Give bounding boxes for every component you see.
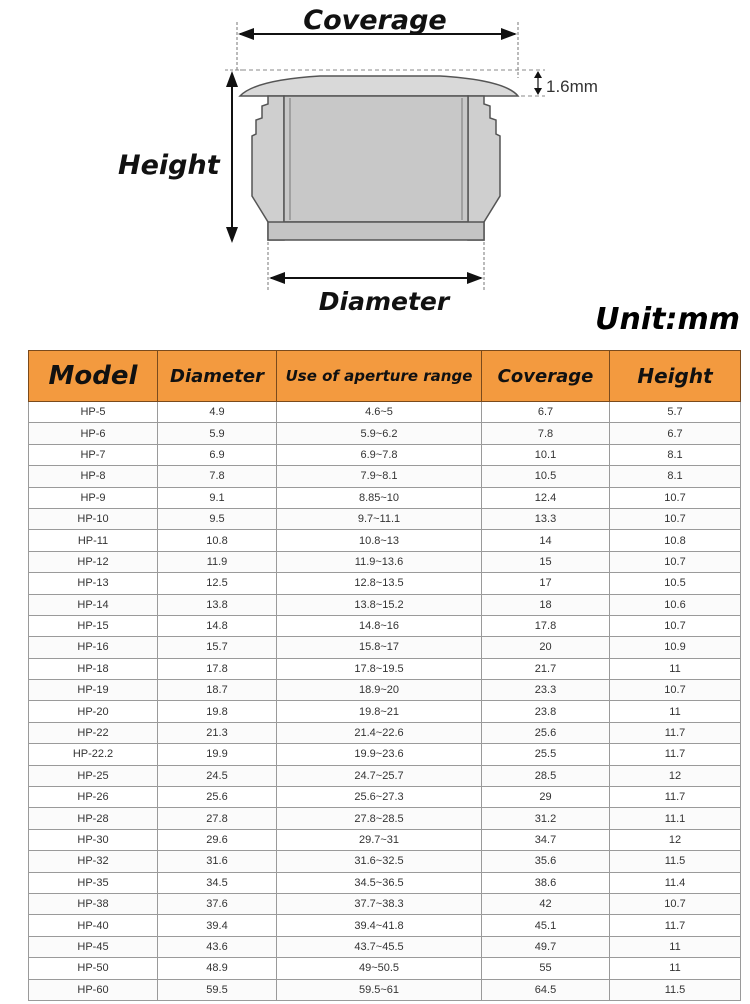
cell-coverage: 34.7: [482, 829, 610, 850]
cell-height: 10.7: [610, 893, 741, 914]
cell-diameter: 37.6: [158, 893, 277, 914]
cell-diameter: 5.9: [158, 423, 277, 444]
cell-height: 11: [610, 936, 741, 957]
cell-model: HP-18: [29, 658, 158, 679]
cell-height: 11: [610, 958, 741, 979]
cell-model: HP-10: [29, 508, 158, 529]
cell-aperture: 18.9~20: [277, 680, 482, 701]
header-height: Height: [610, 351, 741, 402]
cell-model: HP-7: [29, 444, 158, 465]
cell-height: 8.1: [610, 466, 741, 487]
cell-aperture: 37.7~38.3: [277, 893, 482, 914]
cell-coverage: 29: [482, 787, 610, 808]
cell-diameter: 18.7: [158, 680, 277, 701]
cell-coverage: 17: [482, 573, 610, 594]
cell-coverage: 38.6: [482, 872, 610, 893]
coverage-arrow-right: [501, 28, 517, 40]
cell-coverage: 28.5: [482, 765, 610, 786]
cell-model: HP-28: [29, 808, 158, 829]
cell-model: HP-25: [29, 765, 158, 786]
cell-coverage: 25.6: [482, 722, 610, 743]
cell-diameter: 10.8: [158, 530, 277, 551]
cell-coverage: 15: [482, 551, 610, 572]
cell-aperture: 10.8~13: [277, 530, 482, 551]
table-row: [29, 530, 741, 551]
cell-coverage: 12.4: [482, 487, 610, 508]
cell-aperture: 21.4~22.6: [277, 722, 482, 743]
cell-coverage: 10.5: [482, 466, 610, 487]
cell-height: 11.5: [610, 851, 741, 872]
cell-aperture: 6.9~7.8: [277, 444, 482, 465]
cell-model: HP-32: [29, 851, 158, 872]
plug-flange: [240, 76, 518, 96]
cell-coverage: 21.7: [482, 658, 610, 679]
header-model: Model: [29, 351, 158, 402]
coverage-label: Coverage: [303, 5, 447, 36]
height-arrow-bottom: [226, 227, 238, 243]
cell-coverage: 17.8: [482, 615, 610, 636]
cell-aperture: 39.4~41.8: [277, 915, 482, 936]
cell-height: 10.6: [610, 594, 741, 615]
flange-arrow-bottom: [534, 88, 542, 95]
cell-height: 8.1: [610, 444, 741, 465]
cell-model: HP-9: [29, 487, 158, 508]
plug-right-wall: [468, 96, 500, 240]
cell-model: HP-38: [29, 893, 158, 914]
cell-aperture: 9.7~11.1: [277, 508, 482, 529]
cell-aperture: 24.7~25.7: [277, 765, 482, 786]
cell-coverage: 45.1: [482, 915, 610, 936]
table-row: [29, 787, 741, 808]
table-row: [29, 722, 741, 743]
cell-height: 10.5: [610, 573, 741, 594]
cell-height: 10.8: [610, 530, 741, 551]
cell-diameter: 12.5: [158, 573, 277, 594]
cell-diameter: 11.9: [158, 551, 277, 572]
cell-height: 10.7: [610, 615, 741, 636]
cell-diameter: 21.3: [158, 722, 277, 743]
cell-coverage: 49.7: [482, 936, 610, 957]
cell-height: 11.7: [610, 722, 741, 743]
table-row: [29, 423, 741, 444]
cell-height: 11.7: [610, 787, 741, 808]
cell-coverage: 23.3: [482, 680, 610, 701]
table-row: [29, 872, 741, 893]
cell-coverage: 42: [482, 893, 610, 914]
plug-core: [284, 96, 468, 222]
cell-coverage: 13.3: [482, 508, 610, 529]
plug-base: [268, 222, 484, 240]
header-coverage: Coverage: [482, 351, 610, 402]
cell-height: 11.1: [610, 808, 741, 829]
flange-arrow-top: [534, 71, 542, 78]
cell-model: HP-20: [29, 701, 158, 722]
table-row: [29, 851, 741, 872]
cell-diameter: 17.8: [158, 658, 277, 679]
table-row: [29, 402, 741, 423]
cell-diameter: 39.4: [158, 915, 277, 936]
cell-aperture: 59.5~61: [277, 979, 482, 1000]
cell-model: HP-50: [29, 958, 158, 979]
cell-coverage: 10.1: [482, 444, 610, 465]
cell-diameter: 34.5: [158, 872, 277, 893]
cell-aperture: 15.8~17: [277, 637, 482, 658]
cell-height: 10.7: [610, 680, 741, 701]
cell-model: HP-16: [29, 637, 158, 658]
cell-model: HP-26: [29, 787, 158, 808]
cell-model: HP-45: [29, 936, 158, 957]
diameter-label: Diameter: [318, 287, 450, 316]
cell-model: HP-11: [29, 530, 158, 551]
cell-diameter: 29.6: [158, 829, 277, 850]
cell-aperture: 5.9~6.2: [277, 423, 482, 444]
table-row: [29, 680, 741, 701]
cell-model: HP-14: [29, 594, 158, 615]
table-row: [29, 936, 741, 957]
table-row: [29, 893, 741, 914]
cell-aperture: 4.6~5: [277, 402, 482, 423]
cell-aperture: 8.85~10: [277, 487, 482, 508]
diameter-arrow-left: [269, 272, 285, 284]
plug-dimension-diagram: [0, 0, 750, 340]
cell-aperture: 43.7~45.5: [277, 936, 482, 957]
cell-model: HP-12: [29, 551, 158, 572]
cell-diameter: 15.7: [158, 637, 277, 658]
cell-diameter: 13.8: [158, 594, 277, 615]
cell-aperture: 19.9~23.6: [277, 744, 482, 765]
cell-diameter: 27.8: [158, 808, 277, 829]
cell-diameter: 14.8: [158, 615, 277, 636]
table-row: [29, 637, 741, 658]
cell-model: HP-8: [29, 466, 158, 487]
cell-aperture: 34.5~36.5: [277, 872, 482, 893]
table-row: [29, 979, 741, 1000]
table-row: [29, 701, 741, 722]
cell-aperture: 13.8~15.2: [277, 594, 482, 615]
cell-model: HP-6: [29, 423, 158, 444]
cell-aperture: 29.7~31: [277, 829, 482, 850]
cell-diameter: 43.6: [158, 936, 277, 957]
table-row: [29, 487, 741, 508]
cell-model: HP-19: [29, 680, 158, 701]
cell-diameter: 48.9: [158, 958, 277, 979]
cell-model: HP-40: [29, 915, 158, 936]
cell-diameter: 59.5: [158, 979, 277, 1000]
cell-model: HP-60: [29, 979, 158, 1000]
cell-coverage: 25.5: [482, 744, 610, 765]
cell-model: HP-22: [29, 722, 158, 743]
table-row: [29, 765, 741, 786]
cell-model: HP-15: [29, 615, 158, 636]
table-row: [29, 915, 741, 936]
cell-aperture: 12.8~13.5: [277, 573, 482, 594]
cell-diameter: 6.9: [158, 444, 277, 465]
table-row: [29, 958, 741, 979]
spec-table: [28, 350, 741, 1001]
cell-aperture: 17.8~19.5: [277, 658, 482, 679]
cell-model: HP-30: [29, 829, 158, 850]
table-row: [29, 508, 741, 529]
unit-label: Unit:mm: [595, 302, 740, 337]
cell-height: 10.7: [610, 508, 741, 529]
cell-coverage: 18: [482, 594, 610, 615]
cell-aperture: 19.8~21: [277, 701, 482, 722]
cell-aperture: 49~50.5: [277, 958, 482, 979]
table-row: [29, 444, 741, 465]
cell-aperture: 11.9~13.6: [277, 551, 482, 572]
cell-aperture: 14.8~16: [277, 615, 482, 636]
cell-height: 12: [610, 829, 741, 850]
cell-coverage: 35.6: [482, 851, 610, 872]
table-row: [29, 829, 741, 850]
cell-coverage: 55: [482, 958, 610, 979]
cell-diameter: 19.8: [158, 701, 277, 722]
cell-height: 5.7: [610, 402, 741, 423]
table-header-row: [29, 351, 741, 402]
table-row: [29, 744, 741, 765]
cell-aperture: 31.6~32.5: [277, 851, 482, 872]
cell-diameter: 19.9: [158, 744, 277, 765]
cell-coverage: 20: [482, 637, 610, 658]
cell-diameter: 25.6: [158, 787, 277, 808]
cell-height: 6.7: [610, 423, 741, 444]
cell-coverage: 31.2: [482, 808, 610, 829]
cell-height: 12: [610, 765, 741, 786]
cell-coverage: 7.8: [482, 423, 610, 444]
table-row: [29, 573, 741, 594]
cell-model: HP-22.2: [29, 744, 158, 765]
cell-height: 11: [610, 701, 741, 722]
table-row: [29, 658, 741, 679]
table-row: [29, 594, 741, 615]
cell-diameter: 9.1: [158, 487, 277, 508]
coverage-arrow-left: [238, 28, 254, 40]
cell-diameter: 4.9: [158, 402, 277, 423]
cell-coverage: 23.8: [482, 701, 610, 722]
diameter-arrow-right: [467, 272, 483, 284]
cell-aperture: 7.9~8.1: [277, 466, 482, 487]
spec-table-body: [29, 402, 741, 1001]
cell-model: HP-13: [29, 573, 158, 594]
cell-height: 10.9: [610, 637, 741, 658]
table-row: [29, 466, 741, 487]
cell-aperture: 25.6~27.3: [277, 787, 482, 808]
height-label: Height: [118, 150, 220, 181]
cell-height: 11.4: [610, 872, 741, 893]
table-row: [29, 808, 741, 829]
cell-diameter: 31.6: [158, 851, 277, 872]
cell-model: HP-5: [29, 402, 158, 423]
cell-diameter: 24.5: [158, 765, 277, 786]
cell-height: 10.7: [610, 551, 741, 572]
table-row: [29, 551, 741, 572]
cell-coverage: 64.5: [482, 979, 610, 1000]
cell-height: 11.7: [610, 915, 741, 936]
cell-height: 11.5: [610, 979, 741, 1000]
flange-thickness-label: 1.6mm: [546, 77, 598, 96]
cell-diameter: 7.8: [158, 466, 277, 487]
cell-height: 11.7: [610, 744, 741, 765]
cell-model: HP-35: [29, 872, 158, 893]
plug-left-wall: [252, 96, 284, 240]
cell-coverage: 14: [482, 530, 610, 551]
cell-diameter: 9.5: [158, 508, 277, 529]
header-diameter: Diameter: [158, 351, 277, 402]
height-arrow-top: [226, 71, 238, 87]
cell-height: 11: [610, 658, 741, 679]
cell-height: 10.7: [610, 487, 741, 508]
table-row: [29, 615, 741, 636]
cell-coverage: 6.7: [482, 402, 610, 423]
header-aperture-range: Use of aperture range: [277, 351, 482, 402]
cell-aperture: 27.8~28.5: [277, 808, 482, 829]
